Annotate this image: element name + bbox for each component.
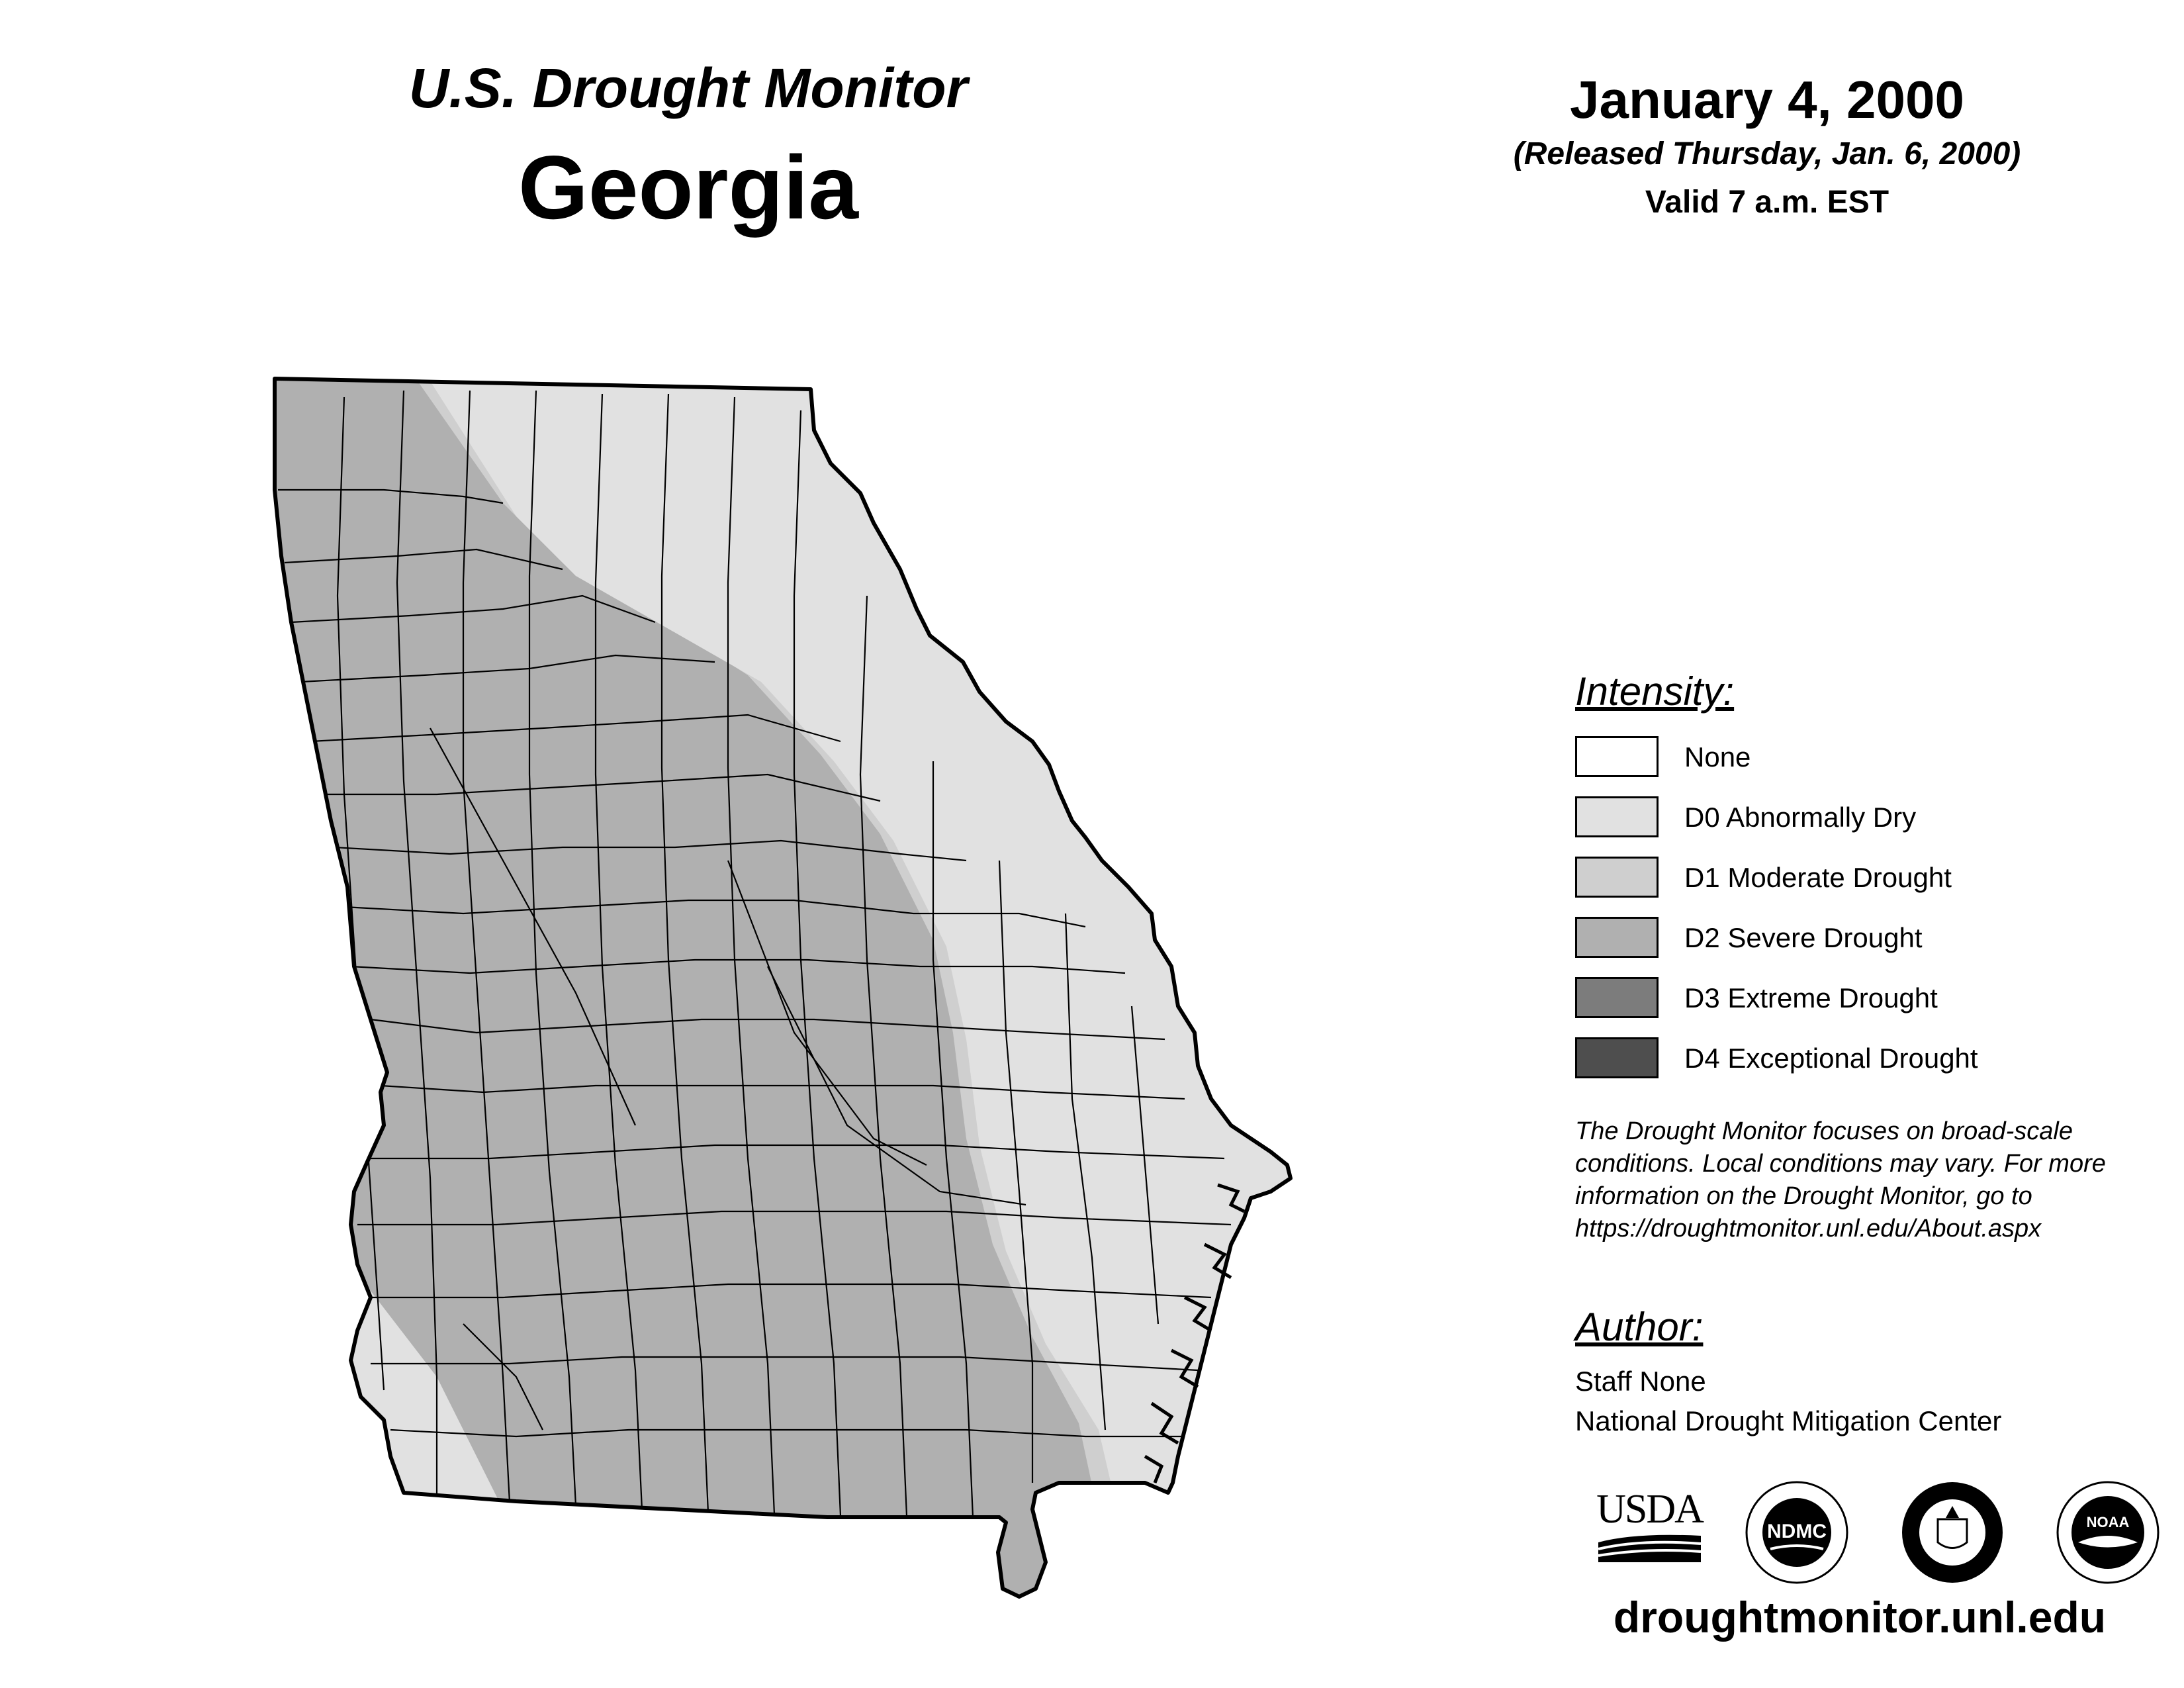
- noaa-logo: [2055, 1479, 2161, 1585]
- legend-item-d1: [1575, 857, 2158, 898]
- legend-item-d4: [1575, 1037, 2158, 1078]
- ndmc-logo-text: NDMC: [1767, 1521, 1827, 1542]
- legend-label: D0 Abnormally Dry: [1684, 802, 1917, 833]
- usda-logo-text: USDA: [1596, 1487, 1703, 1532]
- legend-label: D4 Exceptional Drought: [1684, 1043, 1978, 1074]
- legend-note: The Drought Monitor focuses on broad-scale conditions. Local conditions may vary. For more information on the Drought Monitor, go to https://droughtmonitor.unl.edu/About.aspx: [1575, 1117, 2106, 1243]
- legend-item-none: [1575, 736, 2158, 777]
- usda-hills-icon: [1595, 1529, 1704, 1566]
- legend-label: D1 Moderate Drought: [1684, 862, 1952, 893]
- legend-swatch: [1575, 977, 1659, 1018]
- legend-swatch: [1575, 736, 1659, 777]
- ndmc-logo: [1744, 1479, 1850, 1585]
- legend-label: None: [1684, 741, 1751, 773]
- valid-date: January 4, 2000: [1570, 70, 1964, 129]
- release-date: (Released Thursday, Jan. 6, 2000): [1513, 136, 2021, 171]
- legend-item-d3: [1575, 977, 2158, 1018]
- noaa-logo-text: NOAA: [2086, 1514, 2130, 1530]
- legend-label: D3 Extreme Drought: [1684, 982, 1938, 1013]
- commerce-seal-logo: [1899, 1479, 2005, 1585]
- georgia-drought-map: [251, 364, 1337, 1622]
- author-org: National Drought Mitigation Center: [1575, 1405, 2002, 1436]
- legend-heading: Intensity:: [1575, 669, 1735, 714]
- legend-label: D2 Severe Drought: [1684, 922, 1923, 953]
- legend-swatch: [1575, 917, 1659, 958]
- legend-swatch: [1575, 857, 1659, 898]
- legend-swatch: [1575, 1037, 1659, 1078]
- usda-logo: [1595, 1489, 1704, 1569]
- author-heading: Author:: [1575, 1305, 1704, 1349]
- legend-item-d2: [1575, 917, 2158, 958]
- author-name: Staff None: [1575, 1366, 1706, 1397]
- valid-time: Valid 7 a.m. EST: [1645, 185, 1889, 220]
- legend-swatch: [1575, 796, 1659, 837]
- state-name: Georgia: [518, 137, 858, 238]
- map-title: U.S. Drought Monitor: [408, 57, 968, 119]
- site-url[interactable]: droughtmonitor.unl.edu: [1613, 1593, 2107, 1642]
- legend-item-d0: [1575, 796, 2158, 837]
